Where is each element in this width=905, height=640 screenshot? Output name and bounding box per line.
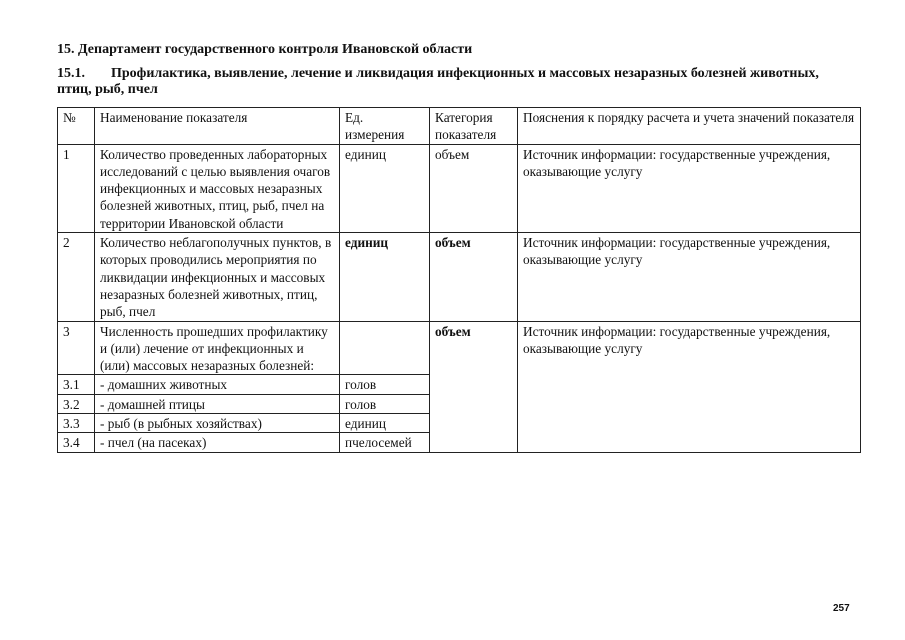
subsection-title: Профилактика, выявление, лечение и ликвидация инфекционных и массовых незаразных болезней животных, птиц, рыб, пчел [57, 66, 819, 97]
subsection-number: 15.1. [57, 66, 85, 81]
row-category: объем [430, 321, 518, 452]
page-number: 257 [833, 603, 850, 614]
subrow-num: 3.1 [58, 375, 95, 394]
subrow-num: 3.2 [58, 394, 95, 413]
row-num: 3 [58, 321, 95, 375]
row-num: 1 [58, 144, 95, 232]
row-notes: Источник информации: государственные учреждения, оказывающие услугу [518, 321, 861, 452]
subrow-name: - домашних животных [95, 375, 340, 394]
section-title: 15. Департамент государственного контроля Ивановской области [57, 42, 473, 57]
indicators-table [57, 107, 861, 453]
header-notes: Пояснения к порядку расчета и учета значений показателя [518, 108, 861, 145]
row-name: Численность прошедших профилактику и (или) лечение от инфекционных и (или) массовых незаразных болезней: [95, 321, 340, 375]
header-category: Категория показателя [430, 108, 518, 145]
header-name: Наименование показателя [95, 108, 340, 145]
subrow-name: - пчел (на пасеках) [95, 433, 340, 452]
subrow-name: - рыб (в рыбных хозяйствах) [95, 414, 340, 433]
row-unit [340, 321, 430, 375]
subsection-heading [57, 66, 847, 98]
subrow-unit: голов [340, 394, 430, 413]
subrow-num: 3.4 [58, 433, 95, 452]
header-unit: Ед. измерения [340, 108, 430, 145]
row-name: Количество проведенных лабораторных исследований с целью выявления очагов инфекционных и массовых незаразных болезней животных, птиц, рыб, пчел на территории Ивановской области [95, 144, 340, 232]
subrow-name: - домашней птицы [95, 394, 340, 413]
table-row [58, 233, 861, 321]
subrow-num: 3.3 [58, 414, 95, 433]
table-header-row [58, 108, 861, 145]
subrow-unit: единиц [340, 414, 430, 433]
row-category: объем [430, 233, 518, 321]
row-unit: единиц [340, 144, 430, 232]
row-num: 2 [58, 233, 95, 321]
subrow-unit: пчелосемей [340, 433, 430, 452]
subrow-unit: голов [340, 375, 430, 394]
row-category: объем [430, 144, 518, 232]
row-notes: Источник информации: государственные учреждения, оказывающие услугу [518, 233, 861, 321]
header-num: № [58, 108, 95, 145]
row-unit: единиц [340, 233, 430, 321]
table-row [58, 144, 861, 232]
row-name: Количество неблагополучных пунктов, в которых проводились мероприятия по ликвидации инфекционных и массовых незаразных болезней животных, птиц, рыб, пчел [95, 233, 340, 321]
table-row [58, 321, 861, 375]
row-notes: Источник информации: государственные учреждения, оказывающие услугу [518, 144, 861, 232]
